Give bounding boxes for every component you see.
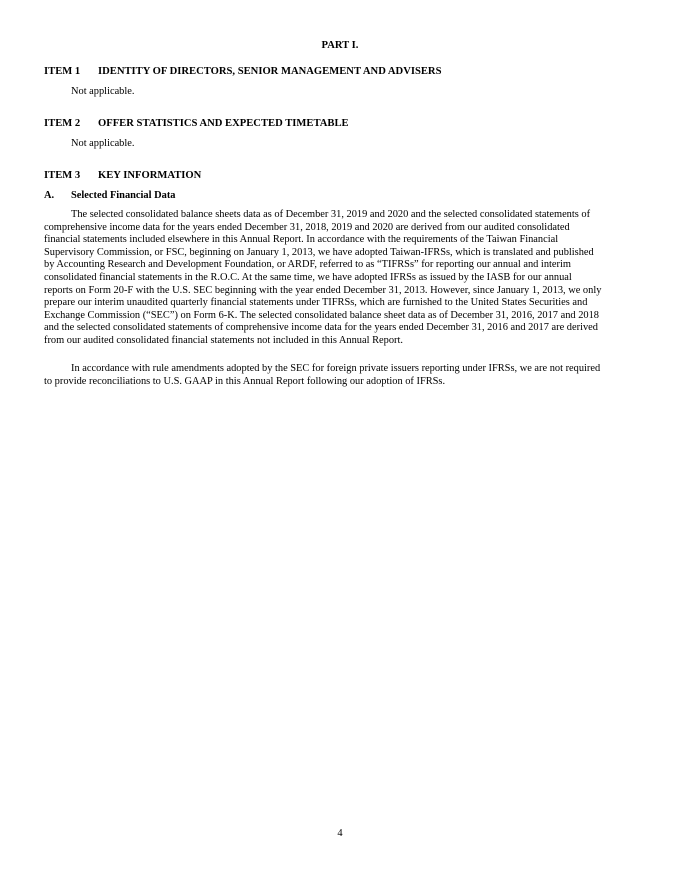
section-a-letter: A. xyxy=(44,190,55,201)
item-2-body: Not applicable. xyxy=(71,138,135,149)
page-number: 4 xyxy=(337,828,343,839)
paragraph-line: prepare our interim unaudited quarterly financial statements under TIFRSs, which are furnished to the United States Securities and xyxy=(44,297,588,309)
paragraph-selected-financial-data xyxy=(44,209,640,348)
paragraph-line: and the selected consolidated statements of comprehensive income data for the years ended December 31, 2016 and 2017 are derived xyxy=(44,322,598,334)
paragraph-line: The selected consolidated balance sheets data as of December 31, 2019 and 2020 and the selected consolidated statements of xyxy=(71,209,591,220)
item-3-title: KEY INFORMATION xyxy=(98,170,202,181)
item-1-title: IDENTITY OF DIRECTORS, SENIOR MANAGEMENT AND ADVISERS xyxy=(98,66,442,77)
paragraph-line: Supervisory Commission, or FSC, beginning on January 1, 2013, we have adopted Taiwan-IFRSs, which is translated and published xyxy=(44,246,594,258)
paragraph-line: Exchange Commission (“SEC”) on Form 6-K. The selected consolidated balance sheet data as of December 31, 2016, 2017 and 2018 xyxy=(44,309,599,321)
paragraph-us-gaap-reconciliation xyxy=(44,363,640,388)
paragraph-line: to provide reconciliations to U.S. GAAP in this Annual Report following our adoption of IFRSs. xyxy=(44,375,446,387)
paragraph-line: from our audited consolidated financial statements not included in this Annual Report. xyxy=(44,334,403,346)
item-2-title: OFFER STATISTICS AND EXPECTED TIMETABLE xyxy=(98,118,349,129)
item-3-number: ITEM 3 xyxy=(44,170,81,181)
paragraph-line: consolidated financial statements in the R.O.C. At the same time, we have adopted IFRSs as issued by the IASB for our annual xyxy=(44,271,572,283)
item-3-heading xyxy=(44,170,201,183)
paragraph-line: In accordance with rule amendments adopted by the SEC for foreign private issuers reporting under IFRSs, we are not required xyxy=(71,363,601,374)
paragraph-line: financial statements included elsewhere in this Annual Report. In accordance with the requirements of the Taiwan Financial xyxy=(44,234,559,246)
item-2-number: ITEM 2 xyxy=(44,118,81,129)
item-2-heading xyxy=(44,118,349,131)
section-a-heading xyxy=(44,190,175,203)
paragraph-line: comprehensive income data for the years ended December 31, 2018, 2019 and 2020 are derived from our audited consolidated xyxy=(44,221,570,233)
item-1-body: Not applicable. xyxy=(71,86,135,97)
item-1-number: ITEM 1 xyxy=(44,66,81,77)
part-title: PART I. xyxy=(321,40,359,51)
section-a-title: Selected Financial Data xyxy=(71,190,176,201)
item-1-heading xyxy=(44,66,441,79)
paragraph-line: reports on Form 20-F with the U.S. SEC beginning with the year ended December 31, 2013. However, since January 1, 2013, we only xyxy=(44,284,602,296)
paragraph-line: by Accounting Research and Development Foundation, or ARDF, referred to as “TIFRSs” for reporting our annual and interim xyxy=(44,259,571,271)
